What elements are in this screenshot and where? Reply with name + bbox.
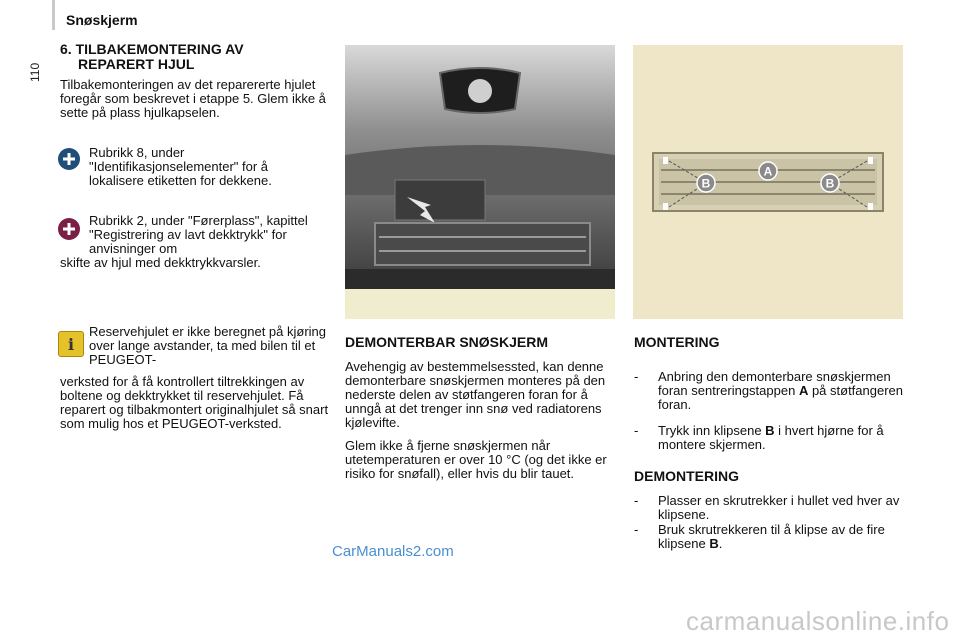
- page-number: 110: [28, 62, 42, 82]
- info-note: Reservehjulet er ikke beregnet på kjøring over lange avstander, ta med bilen til et PEUGEOT-: [89, 324, 327, 367]
- demonterbar-paragraph-1: Avehengig av bestemmelsessted, kan denne demonterbare snøskjermen monteres på den nederste delen av støtfangeren foran for å unngå at det trenger inn snø ved radiatorens kjølevifte.: [345, 359, 606, 430]
- montering-step-1-text-end: på støtfangeren foran.: [658, 383, 903, 412]
- reference-note-2: Rubrikk 2, under "Førerplass", kapittel "Registrering av lavt dekktrykk" for anvisninger om: [89, 213, 308, 256]
- plus-icon: [58, 148, 80, 170]
- reference-note-1: Rubrikk 8, under "Identifikasjonselementer" for å lokalisere etiketten for dekkene.: [89, 145, 272, 188]
- list-dash: -: [634, 493, 639, 508]
- diagram-label-b-left: B: [701, 176, 711, 191]
- montering-step-2-text: Trykk inn klipsene: [658, 423, 766, 438]
- demontering-step-2-text: Bruk skrutrekkeren til å klipse av de fire klipsene: [658, 522, 885, 551]
- demontering-step-1-text: Plasser en skrutrekker i hullet ved hver av klipsene.: [658, 493, 900, 522]
- label-b-ref: B: [709, 536, 719, 551]
- watermark-carmanualsonline: carmanualsonline.info: [686, 606, 950, 636]
- montering-step-2: [634, 424, 904, 452]
- label-a-ref: A: [798, 383, 809, 398]
- header-bar: [52, 0, 55, 30]
- watermark-carmanuals2[interactable]: CarManuals2.com: [332, 543, 454, 560]
- montering-title: MONTERING: [634, 334, 720, 350]
- info-note-continued: verksted for å få kontrollert tiltrekkingen av boltene og dekktrykket til reservehjulet. Få reparert og tilbakmontert originalhjulet så snart som mulig hos et PEUGEOT-verksted.: [60, 374, 329, 431]
- reference-note-2-continued: skifte av hjul med dekktrykkvarsler.: [60, 255, 261, 270]
- demontering-step-2-text-end: .: [718, 536, 723, 551]
- demonterbar-paragraph-2: Glem ikke å fjerne snøskjermen når utetemperaturen er over 10 °C (og det ikke er risiko for snøfall), eller hvis du blir tauet.: [345, 438, 607, 481]
- section-6-title-line2: REPARERT HJUL: [78, 56, 195, 72]
- list-dash: -: [634, 522, 639, 537]
- demontering-step-1: [634, 494, 904, 522]
- section-6-title-line1: 6. TILBAKEMONTERING AV: [60, 41, 244, 57]
- snow-screen-diagram: [633, 45, 903, 319]
- montering-step-1: [634, 370, 904, 412]
- page-header-title: Snøskjerm: [66, 12, 138, 28]
- diagram-label-b-right: B: [825, 176, 835, 191]
- list-dash: -: [634, 369, 639, 384]
- montering-step-1-text: Anbring den demonterbare snøskjermen foran sentreringstappen: [658, 369, 891, 398]
- demontering-title: DEMONTERING: [634, 468, 739, 484]
- section-6-intro: Tilbakemonteringen av det reparererte hjulet foregår som beskrevet i etappe 5. Glem ikke å sette på plass hjulkapselen.: [60, 77, 326, 120]
- demontering-step-2: [634, 523, 904, 551]
- label-b-ref: B: [765, 423, 775, 438]
- diagram-label-a: A: [763, 164, 773, 179]
- info-icon: i: [58, 331, 84, 357]
- section-6-title: [60, 42, 244, 72]
- plus-icon: [58, 218, 80, 240]
- list-dash: -: [634, 423, 639, 438]
- photo-caption-area: [345, 289, 615, 319]
- demonterbar-title: DEMONTERBAR SNØSKJERM: [345, 334, 549, 350]
- car-front-photo: [345, 45, 615, 289]
- montering-step-2-text-end: i hvert hjørne for å montere skjermen.: [658, 423, 884, 452]
